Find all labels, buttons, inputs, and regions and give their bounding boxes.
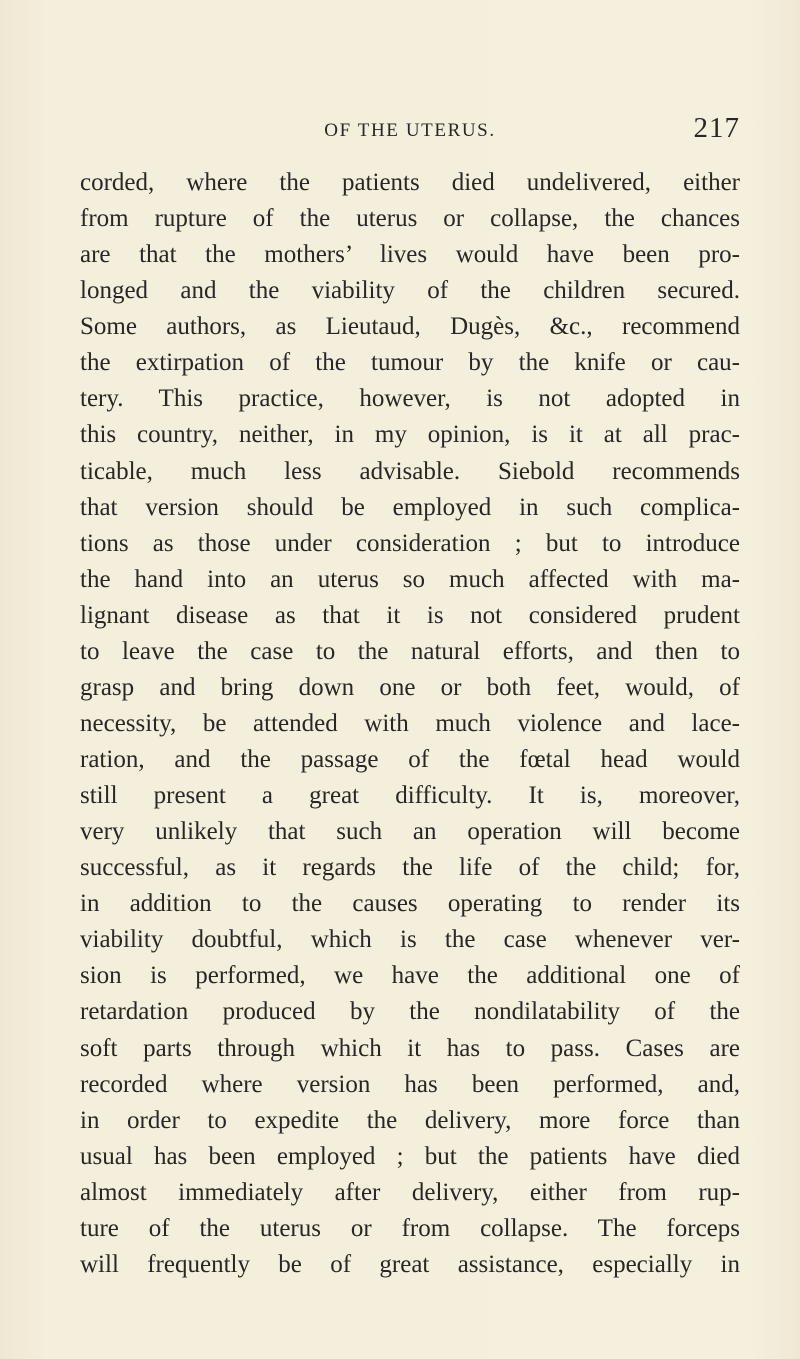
text-line: very unlikely that such an operation will become: [80, 818, 740, 846]
running-head: [80, 112, 740, 152]
text-line: tery. This practice, however, is not adopted in: [80, 385, 740, 413]
text-line: viability doubtful, which is the case whenever ver-: [80, 926, 740, 954]
text-line: to leave the case to the natural efforts, and then to: [80, 637, 740, 665]
text-line: successful, as it regards the life of the child; for,: [80, 854, 740, 882]
text-line: the hand into an uterus so much affected with ma-: [80, 565, 740, 593]
text-line: in order to expedite the delivery, more force than: [80, 1106, 740, 1134]
text-line: necessity, be attended with much violence and lace-: [80, 709, 740, 737]
text-line: in addition to the causes operating to render its: [80, 890, 740, 918]
page-number: 217: [693, 112, 740, 144]
text-line: sion is performed, we have the additional one of: [80, 962, 740, 990]
text-line: recorded where version has been performed, and,: [80, 1070, 740, 1098]
text-line: will frequently be of great assistance, especially in: [80, 1250, 740, 1278]
text-line: ration, and the passage of the fœtal head would: [80, 746, 740, 773]
text-line: corded, where the patients died undelivered, either: [80, 169, 740, 196]
text-line: Some authors, as Lieutaud, Dugès, &c., recommend: [80, 313, 740, 341]
text-line: still present a great difficulty. It is, moreover,: [80, 782, 740, 810]
text-line: longed and the viability of the children secured.: [80, 277, 740, 305]
text-line: this country, neither, in my opinion, is it at all prac-: [80, 421, 740, 449]
text-line: are that the mothers’ lives would have been pro-: [80, 241, 740, 269]
text-line: tions as those under consideration ; but to introduce: [80, 529, 740, 557]
body-text: [80, 165, 740, 1283]
text-line: retardation produced by the nondilatability of the: [80, 998, 740, 1026]
text-line: usual has been employed ; but the patients have died: [80, 1142, 740, 1170]
text-line: almost immediately after delivery, either from rup-: [80, 1178, 740, 1206]
running-title: OF THE UTERUS.: [324, 120, 496, 141]
text-line: the extirpation of the tumour by the knife or cau-: [80, 349, 740, 377]
text-line: ticable, much less advisable. Siebold recommends: [80, 457, 740, 485]
text-line: lignant disease as that it is not considered prudent: [80, 601, 740, 629]
text-line: soft parts through which it has to pass. Cases are: [80, 1034, 740, 1062]
text-line: ture of the uterus or from collapse. The forceps: [80, 1214, 740, 1242]
text-line: from rupture of the uterus or collapse, the chances: [80, 205, 740, 233]
text-line: grasp and bring down one or both feet, would, of: [80, 673, 740, 701]
text-line: that version should be employed in such complica-: [80, 493, 740, 521]
